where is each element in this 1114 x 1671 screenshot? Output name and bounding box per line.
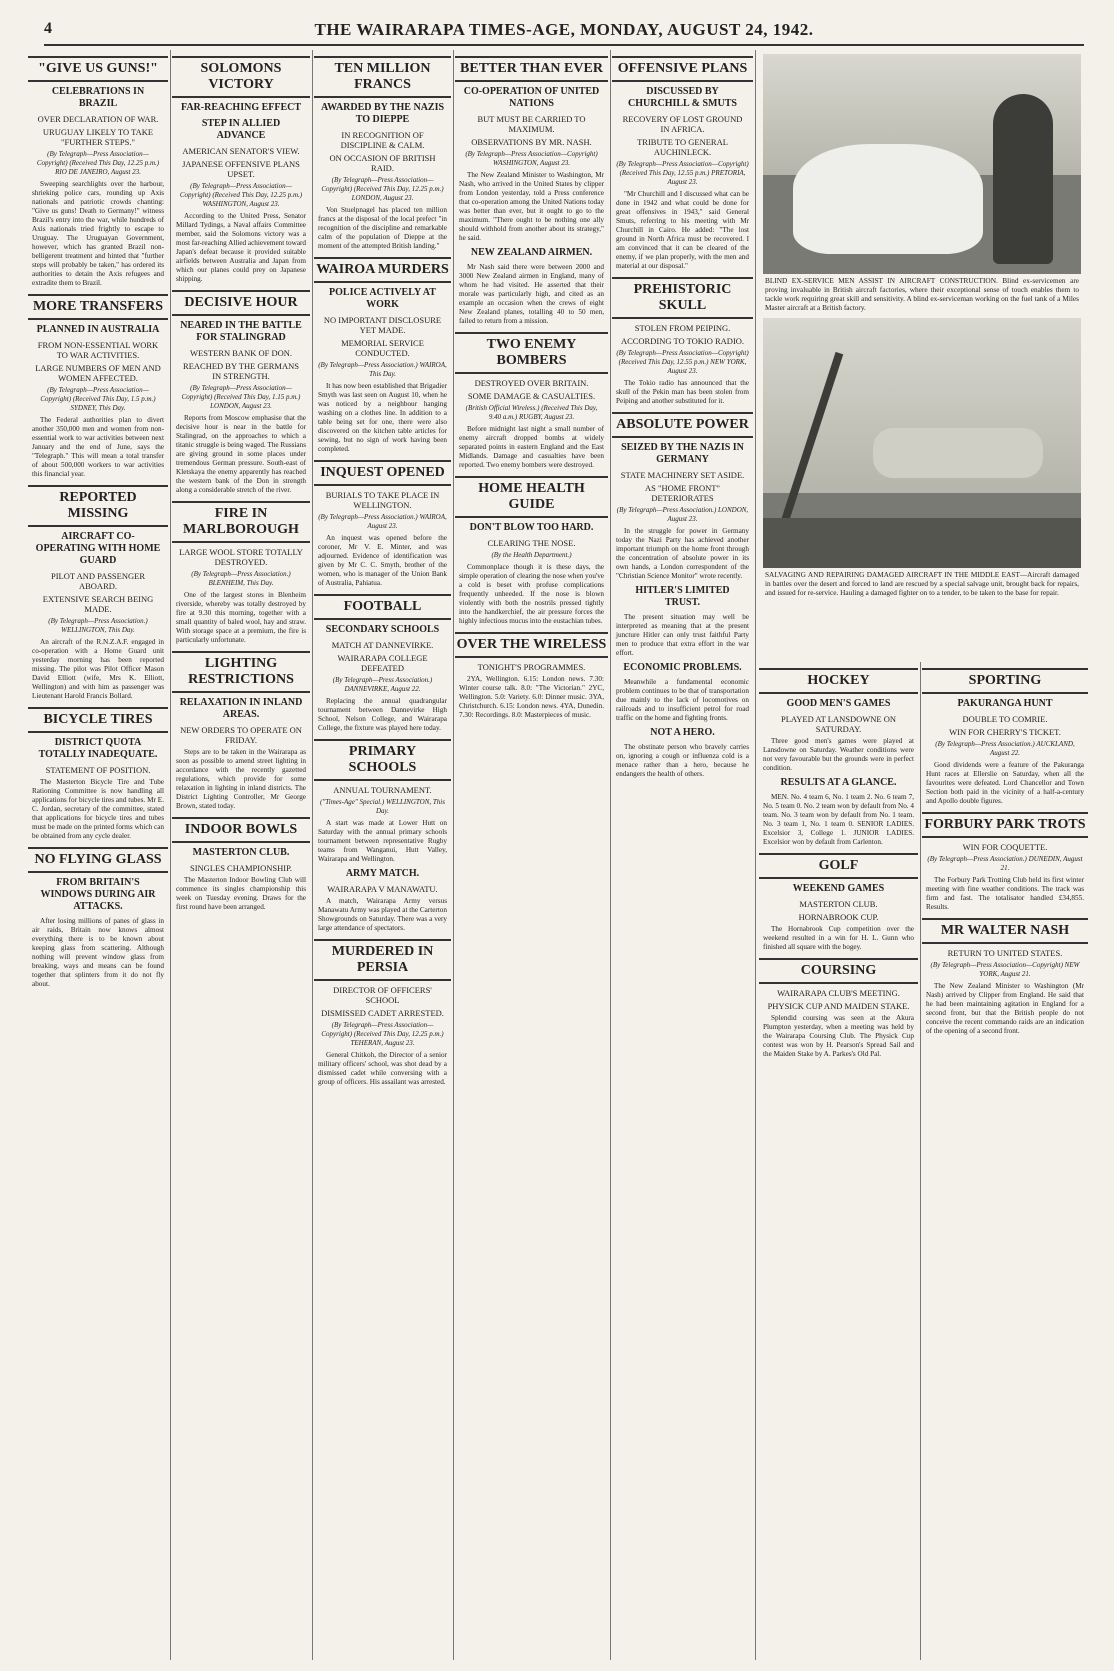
headline: TWO ENEMY BOMBERS [455,332,608,374]
deck: WESTERN BANK OF DON. [190,348,292,358]
headline: MURDERED IN PERSIA [314,939,451,981]
article-body: Steps are to be taken in the Wairarapa as soon as possible to amend street lighting in accordance with the recently gazetted regulations, which provide for some relaxation in lighting in inland districts. The District Lighting Controller, Mr George Brown, stated today. [176,748,306,810]
photo-caption: BLIND EX-SERVICE MEN ASSIST IN AIRCRAFT CONSTRUCTION. Blind ex-servicemen are proving invaluable in British aircraft factories, where their exceptional sense of touch enables them to tackle work requiring great skill and sensitivity. A blind ex-serviceman working on the fuel tank of a Miles Master aircraft at a British factory. [765,276,1079,312]
deck: MEMORIAL SERVICE CONDUCTED. [341,338,424,358]
headline: REPORTED MISSING [28,485,168,527]
subheadline: HITLER'S LIMITED TRUST. [635,585,730,608]
article-body: A match, Wairarapa Army versus Manawatu Army was played at the Carterton Showgrounds on Saturday. There was a very large attendance of spectators. [318,897,447,932]
deck: SOME DAMAGE & CASUALTIES. [467,391,596,401]
article-body: The Masterton Bicycle Tire and Tube Rationing Committee is now handling all applications for bicycle tires and tubes. Mr E. C. Jordan, secretary of the committee, stated that applications for bicycle tires and tubes must be made on the printed forms which can be obtained from any cycle dealer. [32,778,164,840]
deck: WIN FOR CHERRY'S TICKET. [949,727,1061,737]
dateline: (By Telegraph—Press Association.) WELLINGTON, This Day. [48,617,148,634]
deck: RETURN TO UNITED STATES. [947,948,1063,958]
article-body: "Mr Churchill and I discussed what can be done in 1942 and what could be done for great offensives in 1943," said General Smuts, referring to his meeting with Mr Churchill in Cairo. He added: "The lost ground in North Africa must be recovered. I am convinced that it can be cleared of the enemy, if we plan properly, with the men and material at our disposal." [616,190,749,270]
dateline: (By Telegraph—Press Association.) WAIROA, This Day. [318,361,447,378]
photo-blind-ex-servicemen [763,54,1081,274]
article-body: MEN. No. 4 team 6, No. 1 team 2. No. 6 team 7, No. 5 team 0. No. 2 team won by default from No. 4 team. No. 3 team won by default from No. 1 team. No. 3 team 1, No. 1 team 0. SENIOR LADIES. Excelsior 3, College 1. JUNIOR LADIES. Excelsior won by default from Carlenton. [763,793,914,846]
subheadline: CO-OPERATION OF UNITED NATIONS [463,86,600,109]
headline: SOLOMONS VICTORY [172,56,310,98]
dateline: (By Telegraph—Press Association—Copyright) (Received This Day, 12.25 p.m.) TEHERAN, August 23. [321,1021,444,1047]
deck: WAIRARAPA V MANAWATU. [327,884,438,894]
deck: URUGUAY LIKELY TO TAKE "FURTHER STEPS." [42,127,154,147]
ground-shape [763,518,1081,568]
deck: LARGE NUMBERS OF MEN AND WOMEN AFFECTED. [35,363,161,383]
subheadline: MASTERTON CLUB. [192,847,290,858]
article-body: Commonplace though it is these days, the simple operation of clearing the nose when you've a cold is beset with profuse complications frequently unheeded. If the nose is blown violently with both the nostrils pressed tightly into the handkerchief, the air pressure forces the highly infectious mucus into the eustachian tubes. [459,563,604,625]
deck: WIN FOR COQUETTE. [962,842,1048,852]
deck: PILOT AND PASSENGER ABOARD. [51,571,145,591]
subheadline: PLANNED IN AUSTRALIA [36,324,160,335]
fuel-tank-shape [793,144,983,254]
headline: ABSOLUTE POWER [612,412,753,438]
deck: PLAYED AT LANSDOWNE ON SATURDAY. [781,714,896,734]
dateline: (By Telegraph—Press Association.) DUNEDIN, August 21. [927,855,1083,872]
photo-area [757,50,1087,660]
article-body: One of the largest stores in Blenheim riverside, whereby was totally destroyed by fire at 9.30 this morning, together with a small quantity of baled wool, hay and straw. With storage space at a premium, the fire is particularly unfortunate. [176,591,306,644]
deck: DIRECTOR OF OFFICERS' SCHOOL [333,985,432,1005]
subheadline: CELEBRATIONS IN BRAZIL [51,86,145,109]
deck: BUT MUST BE CARRIED TO MAXIMUM. [477,114,586,134]
headline: "GIVE US GUNS!" [28,56,168,82]
masthead [44,18,1084,46]
headline: MORE TRANSFERS [28,294,168,320]
deck: IN RECOGNITION OF DISCIPLINE & CALM. [340,130,425,150]
article-body: Meanwhile a fundamental economic problem continues to be that of transportation due mainly to the lack of locomotives on railroads and to insufficient petrol for road traffic on the home and fighting fronts. [616,678,749,722]
headline: HOME HEALTH GUIDE [455,476,608,518]
column-7 [922,662,1088,1660]
subheadline: NEW ZEALAND AIRMEN. [470,247,593,258]
article-body: The Masterton Indoor Bowling Club will commence its singles championship this week on Tuesday evening. Draws for the first round have been arranged. [176,876,306,911]
subheadline: AIRCRAFT CO-OPERATING WITH HOME GUARD [35,531,161,566]
headline: GOLF [759,853,918,879]
subheadline: DON'T BLOW TOO HARD. [469,522,594,533]
headline: INQUEST OPENED [314,460,451,486]
article-body: Splendid coursing was seen at the Akura Plumpton yesterday, when a meeting was held by the Wairarapa Coursing Club. The Physick Cup contest was won by H. Pearson's Spread Sail and the Maiden Stake by A. Parkes's Old Pal. [763,1014,914,1058]
headline: FOOTBALL [314,594,451,620]
deck: TRIBUTE TO GENERAL AUCHINLECK. [637,137,728,157]
article-body: Reports from Moscow emphasise that the decisive hour is near in the battle for Stalingrad, on the approaches to which a titanic struggle is being waged. The Russians are giving ground in some places under tremendous German pressure. South-east of Kletskaya the enemy apparently has reached the western bank of the Don in strength along a considerable stretch of the river. [176,414,306,494]
deck: NEW ORDERS TO OPERATE ON FRIDAY. [180,725,302,745]
dateline: (By Telegraph—Press Association—Copyright) (Received This Day, 12.55 p.m.) PRETORIA, August 23. [616,160,749,186]
deck: STATEMENT OF POSITION. [45,765,151,775]
deck: STOLEN FROM PEIPING. [634,323,731,333]
aircraft-wing-shape [873,428,1043,478]
headline: OVER THE WIRELESS [455,632,608,658]
deck: NO IMPORTANT DISCLOSURE YET MADE. [323,315,442,335]
article-body: Sweeping searchlights over the harbour, shrieking police cars, rounding up Axis nationals and patriotic crowds chanting: "Give us guns! Death to Germany!" witness Brazil's entry into the war, while hundreds of Axis nationals tried frightly to escape to Uruguay. The Uruguayan Government, however, which has granted Brazil non-belligerent treatment and hinted that "further steps will probably be taken," has ordered its authorities to detain the Axis refugees and extradite them to Brazil. [32,180,164,287]
subheadline: SECONDARY SCHOOLS [325,624,440,635]
deck: SINGLES CHAMPIONSHIP. [189,863,293,873]
headline: BETTER THAN EVER [455,56,608,82]
deck: FROM NON-ESSENTIAL WORK TO WAR ACTIVITIES. [37,340,159,360]
dateline: (By the Health Department.) [491,551,572,559]
dateline: (By Telegraph—Press Association—Copyright) (Received This Day, 12.25 p.m.) WASHINGTON, August 23. [179,182,303,208]
article-body: 2YA, Wellington. 6.15: London news. 7.30: Winter course talk. 8.0: "The Victorian." 2YC, Wellington. 5.0: Variety. 6.0: Dinner music. 3YA, Christchurch. 6.15: London news. 4YA, Dunedin. 7.30: Recordings. 8.0: Masterpieces of music. [459,675,604,719]
headline: NO FLYING GLASS [28,847,168,873]
dateline: (By Telegraph—Press Association.) DANNEVIRKE, August 22. [332,676,433,693]
subheadline: ARMY MATCH. [345,868,420,879]
subheadline: DISTRICT QUOTA TOTALLY INADEQUATE. [38,737,158,760]
article-body: After losing millions of panes of glass in air raids, Britain now knows almost everything there is to be known about keeping glass from scattering. Although nothing will prevent window glass from breaking, ways and means can be found together that splinters from it do not fly about. [32,917,164,988]
column-2 [172,50,310,1660]
column-rule [610,50,611,1660]
article-body: Von Stuelpnagel has placed ten million francs at the disposal of the local prefect "in recognition of the discipline and remarkable calm of the population of Dieppe at the moment of the attempted British landing." [318,206,447,250]
dateline: (British Official Wireless.) (Received This Day, 9.40 a.m.) RUGBY, August 23. [465,404,598,421]
deck: ON OCCASION OF BRITISH RAID. [329,153,436,173]
dateline: (By Telegraph—Press Association—Copyright) WASHINGTON, August 23. [465,150,598,167]
headline: HOCKEY [759,668,918,694]
photo-caption: SALVAGING AND REPAIRING DAMAGED AIRCRAFT IN THE MIDDLE EAST—Aircraft damaged in battles over the desert and forced to land are rescued by a special salvage unit, brought back for repairs, and issued for re-service. Hauling a damaged fighter on to a tender, to be taken to the base for repair. [765,570,1079,597]
headline: LIGHTING RESTRICTIONS [172,651,310,693]
subheadline: NOT A HERO. [650,727,715,738]
dateline: (By Telegraph—Press Association—Copyright) (Received This Day, 12.55 p.m.) NEW YORK, August 23. [616,349,749,375]
headline: FIRE IN MARLBOROUGH [172,501,310,543]
article-body: The Tokio radio has announced that the skull of the Pekin man has been stolen from Peiping and another substituted for it. [616,379,749,405]
subheadline: SEIZED BY THE NAZIS IN GERMANY [621,442,744,465]
headline: COURSING [759,958,918,984]
dateline: (By Telegraph—Press Association.) AUCKLAND, August 22. [935,740,1075,757]
column-rule [170,50,171,1660]
deck: DISMISSED CADET ARRESTED. [321,1008,444,1018]
subheadline: FROM BRITAIN'S WINDOWS DURING AIR ATTACKS. [40,877,156,912]
headline: MR WALTER NASH [922,918,1088,944]
deck: AS "HOME FRONT" DETERIORATES [645,483,720,503]
deck: ANNUAL TOURNAMENT. [333,785,432,795]
headline: FORBURY PARK TROTS [922,812,1088,838]
deck: OBSERVATIONS BY MR. NASH. [471,137,592,147]
dateline: (By Telegraph—Press Association—Copyright) (Received This Day, 12.25 p.m.) RIO DE JANEIRO, August 23. [36,150,160,176]
deck: OVER DECLARATION OF WAR. [37,114,159,124]
article-body: The New Zealand Minister to Washington, Mr Nash, who arrived in the United States by clipper from London yesterday, told a Press conference that co-operation among the United Nations today was better than ever, but it ought to go to the maximum. "There ought to be nothing one ally should withhold from another about its strategy," he said. [459,171,604,242]
subheadline: RELAXATION IN INLAND AREAS. [179,697,303,720]
column-rule [453,50,454,1660]
article-body: Mr Nash said there were between 2000 and 3000 New Zealand airmen in England, many of whom he had visited. He asserted that their morale was particularly high, and cited as an example an occasion when the crews of eight New Zealand planes, totalling 40 to 50 men, failed to return from a mission. [459,263,604,325]
column-rule [920,662,921,1660]
subheadline: RESULTS AT A GLANCE. [780,777,897,788]
article-body: An aircraft of the R.N.Z.A.F. engaged in co-operation with a Home Guard unit yesterday morning has been reported missing. The pilot was Pilot Officer Mason David Elliott (wife, Mrs K. Elliott, Wellington) and with him as passenger was Lieutenant Harold Francis Bollard. [32,638,164,700]
deck: BURIALS TO TAKE PLACE IN WELLINGTON. [325,490,440,510]
dateline: (By Telegraph—Press Association.) WAIROA, August 23. [318,513,447,530]
article-body: The obstinate person who bravely carries on, ignoring a cough or influenza cold is a menace rather than a hero, because he endangers the health of others. [616,743,749,778]
article-body: An inquest was opened before the coroner, Mr V. E. Minter, and was adjourned. Evidence of identification was given by Mr C. C. Smyth, brother of the women, who is manager of the Union Bank of Australia, Pahiatua. [318,534,447,587]
deck: REACHED BY THE GERMANS IN STRENGTH. [183,361,299,381]
subheadline: NEARED IN THE BATTLE FOR STALINGRAD [180,320,302,343]
article-body: The Federal authorities plan to divert another 350,000 men and women from non-essential work to war activities between next January and the end of June, says the "Telegraph." This will mean a total transfer of about 500,000 workers to war activities this financial year. [32,416,164,478]
deck: AMERICAN SENATOR'S VIEW. [182,146,300,156]
headline: TEN MILLION FRANCS [314,56,451,98]
article-body: A start was made at Lower Hutt on Saturday with the annual primary schools tournament between representative Rugby teams from Wanganui, Hutt Valley, Wairarapa and Wellington. [318,819,447,863]
deck: DESTROYED OVER BRITAIN. [474,378,589,388]
deck: WAIRARAPA CLUB'S MEETING. [777,988,900,998]
headline: SPORTING [922,668,1088,694]
dateline: (By Telegraph—Press Association.) LONDON, August 23. [616,506,749,523]
deck: LARGE WOOL STORE TOTALLY DESTROYED. [179,547,303,567]
article-body: According to the United Press, Senator Millard Tydings, a Naval affairs Committee member, said the Solomons victory was a most far-reaching Allied achievement toward Japan's defeat because it provided suitable airfields between Australia and Japan from which our planes could prey on Japanese shipping. [176,212,306,283]
deck: TONIGHT'S PROGRAMMES. [477,662,586,672]
deck: EXTENSIVE SEARCH BEING MADE. [42,594,154,614]
newspaper-title: THE WAIRARAPA TIMES-AGE, MONDAY, AUGUST 24, 1942. [314,20,814,39]
article-body: The New Zealand Minister to Washington (Mr Nash) arrived by Clipper from England. He said that he had been maintaining agitation in England for a second front, but that the British people do not conceive the recent commando raids are an indication of the opening of a second front. [926,982,1084,1035]
dateline: ("Times-Age" Special.) WELLINGTON, This Day. [320,798,445,815]
deck: MASTERTON CLUB. [799,899,878,909]
headline: INDOOR BOWLS [172,817,310,843]
headline: PRIMARY SCHOOLS [314,739,451,781]
headline: PREHISTORIC SKULL [612,277,753,319]
subheadline: AWARDED BY THE NAZIS TO DIEPPE [320,102,445,125]
article-body: In the struggle for power in Germany today the Nazi Party has achieved another important triumph on the home front through the concentration of absolute power in its own hands, a London correspondent of the "Christian Science Monitor" wrote recently. [616,527,749,580]
column-4 [455,50,608,1660]
headline: OFFENSIVE PLANS [612,56,753,82]
subheadline: POLICE ACTIVELY AT WORK [329,287,436,310]
deck: MATCH AT DANNEVIRKE. [331,640,434,650]
subheadline: DISCUSSED BY CHURCHILL & SMUTS [628,86,737,109]
column-rule [312,50,313,1660]
column-6 [759,662,918,1660]
deck: CLEARING THE NOSE. [487,538,576,548]
deck: STATE MACHINERY SET ASIDE. [620,470,745,480]
headline: BICYCLE TIRES [28,707,168,733]
dateline: (By Telegraph—Press Association—Copyright) (Received This Day, 1.5 p.m.) SYDNEY, This Day. [40,386,156,412]
worker-figure-shape [993,94,1053,264]
article-body: It has now been established that Brigadier Smyth was last seen on August 10, when he was noticed by a neighbour hanging washing on a clothes line. In addition to a table being set for one, there were also discovered on the kitchen table articles for sewing, but no sign of work having been completed. [318,382,447,453]
column-5 [612,50,753,1660]
headline: WAIROA MURDERS [314,257,451,283]
subheadline: PAKURANGA HUNT [957,698,1053,709]
article-body: Replacing the annual quadrangular tournament between Dannevirke High School, Nelson College, and Wairarapa College, the fixture was played here today. [318,697,447,732]
article-body: General Chitkoh, the Director of a senior military officers' school, was shot dead by a dismissed cadet while conversing with a group of officers. His assailant was arrested. [318,1051,447,1086]
dateline: (By Telegraph—Press Association—Copyright) (Received This Day, 12.25 p.m.) LONDON, August 23. [321,176,444,202]
deck: RECOVERY OF LOST GROUND IN AFRICA. [622,114,743,134]
subheadline: FAR-REACHING EFFECT [180,102,302,113]
column-rule [755,50,756,1660]
deck: DOUBLE TO COMRIE. [962,714,1048,724]
dateline: (By Telegraph—Press Association.) BLENHEIM, This Day. [191,570,291,587]
photo-aircraft-salvage [763,318,1081,568]
article-body: Good dividends were a feature of the Pakuranga Hunt races at Ellerslie on Saturday, when all the favourites were defeated. Lord Chancellor and Town Section both paid in the vicinity of a half-a-century and Apollo double figures. [926,761,1084,805]
deck: HORNABROOK CUP. [798,912,879,922]
column-3 [314,50,451,1660]
article-body: The Forbury Park Trotting Club held its first winter meeting with fine weather conditions. The track was firm and fast. The totalisator handled £34,855. Results. [926,876,1084,911]
deck: ACCORDING TO TOKIO RADIO. [620,336,745,346]
deck: WAIRARAPA COLLEGE DEFEATED [337,653,428,673]
article-body: Three good men's games were played at Lansdowne on Saturday. Weather conditions were not very favourable but the grounds were in perfect condition. [763,737,914,772]
subheadline: ECONOMIC PROBLEMS. [623,662,742,673]
deck: JAPANESE OFFENSIVE PLANS UPSET. [182,159,300,179]
dateline: (By Telegraph—Press Association—Copyright) NEW YORK, August 21. [930,961,1080,978]
dateline: (By Telegraph—Press Association—Copyright) (Received This Day, 1.15 p.m.) LONDON, August 23. [181,384,301,410]
article-body: The present situation may well be interpreted as meaning that at the present juncture Hitler can only trust faithful Party men to produce that extra effort in the war effort. [616,613,749,657]
subheadline: GOOD MEN'S GAMES [786,698,891,709]
page-number: 4 [44,20,52,37]
column-1 [28,50,168,1660]
article-body: Before midnight last night a small number of enemy aircraft dropped bombs at widely separated points in eastern England and the East Midlands. Damage and casualties have been reported. Two enemy bombers were destroyed. [459,425,604,469]
deck: PHYSICK CUP AND MAIDEN STAKE. [767,1001,910,1011]
subheadline: WEEKEND GAMES [792,883,885,894]
subheadline: STEP IN ALLIED ADVANCE [201,118,281,141]
headline: DECISIVE HOUR [172,290,310,316]
article-body: The Hornabrook Cup competition over the weekend resulted in a win for H. L. Gunn who finished all square with the bogey. [763,925,914,951]
